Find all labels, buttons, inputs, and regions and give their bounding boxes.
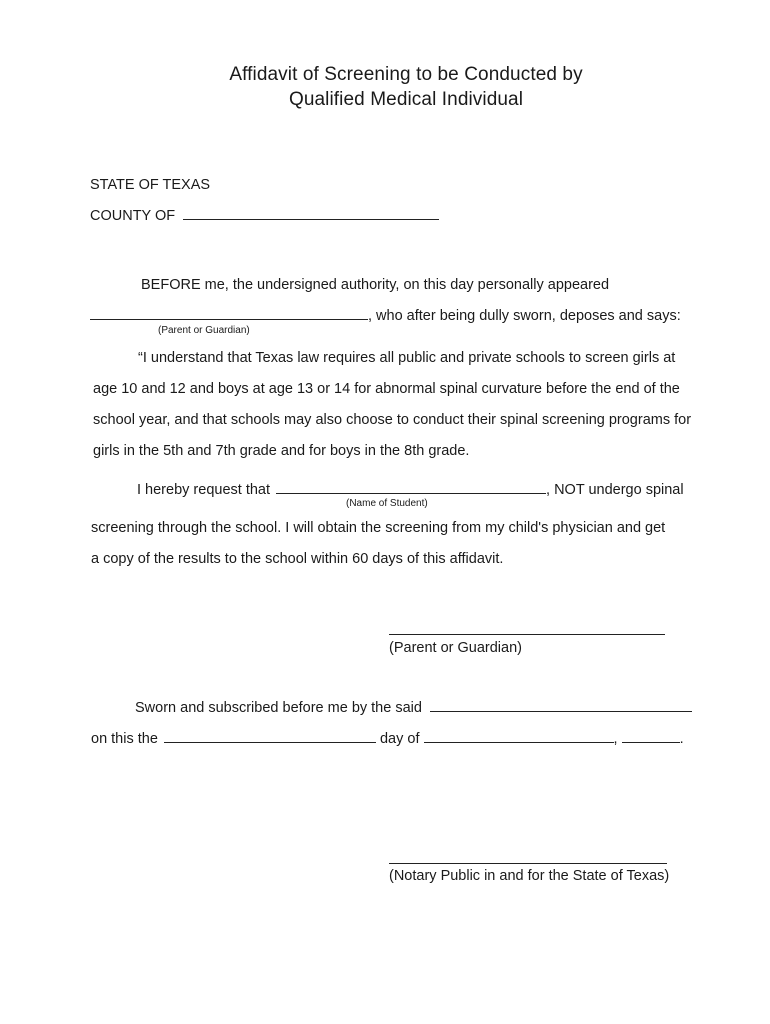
parent-signature-line[interactable] (389, 634, 665, 635)
notary-signature-line[interactable] (389, 863, 667, 864)
title-line-2: Qualified Medical Individual (288, 89, 524, 110)
date-period: . (679, 731, 684, 747)
on-this-the-label: on this the (91, 731, 158, 747)
sworn-row (135, 700, 692, 716)
county-row (90, 208, 439, 224)
statement-line-3: school year, and that schools may also choose to conduct their spinal screening programs for (93, 412, 692, 428)
parent-name-blank[interactable] (90, 318, 368, 320)
date-comma: , (613, 731, 618, 747)
statement-line-4: girls in the 5th and 7th grade and for boys in the 8th grade. (93, 443, 470, 459)
request-suffix: , NOT undergo spinal (546, 482, 684, 498)
request-line-2: screening through the school. I will obtain the screening from my child's physician and get (91, 520, 666, 536)
student-name-blank[interactable] (276, 492, 546, 494)
request-row (137, 482, 684, 498)
before-text: BEFORE me, the undersigned authority, on this day personally appeared (141, 277, 610, 293)
day-of-label: day of (379, 731, 420, 747)
statement-line-1: “I understand that Texas law requires all public and private schools to screen girls at (138, 350, 676, 366)
statement-line-2: age 10 and 12 and boys at age 13 or 14 for abnormal spinal curvature before the end of the (93, 381, 680, 397)
county-blank[interactable] (183, 218, 439, 220)
sworn-name-blank[interactable] (430, 710, 692, 712)
date-row (91, 731, 684, 747)
day-blank[interactable] (164, 741, 376, 743)
month-blank[interactable] (424, 741, 614, 743)
appeared-row (90, 308, 681, 324)
sworn-suffix: , who after being dully sworn, deposes and says: (368, 308, 681, 324)
student-caption: (Name of Student) (346, 498, 428, 509)
request-line-3: a copy of the results to the school within 60 days of this affidavit. (91, 551, 504, 567)
parent-signature-caption: (Parent or Guardian) (389, 640, 522, 656)
notary-caption: (Notary Public in and for the State of Texas) (389, 868, 670, 884)
state-label: STATE OF TEXAS (90, 177, 211, 193)
county-label: COUNTY OF (90, 208, 176, 224)
sworn-prefix: Sworn and subscribed before me by the said (135, 700, 422, 716)
year-blank[interactable] (622, 741, 680, 743)
title-line-1: Affidavit of Screening to be Conducted by (229, 64, 583, 85)
request-prefix: I hereby request that (137, 482, 270, 498)
parent-caption: (Parent or Guardian) (158, 325, 250, 336)
